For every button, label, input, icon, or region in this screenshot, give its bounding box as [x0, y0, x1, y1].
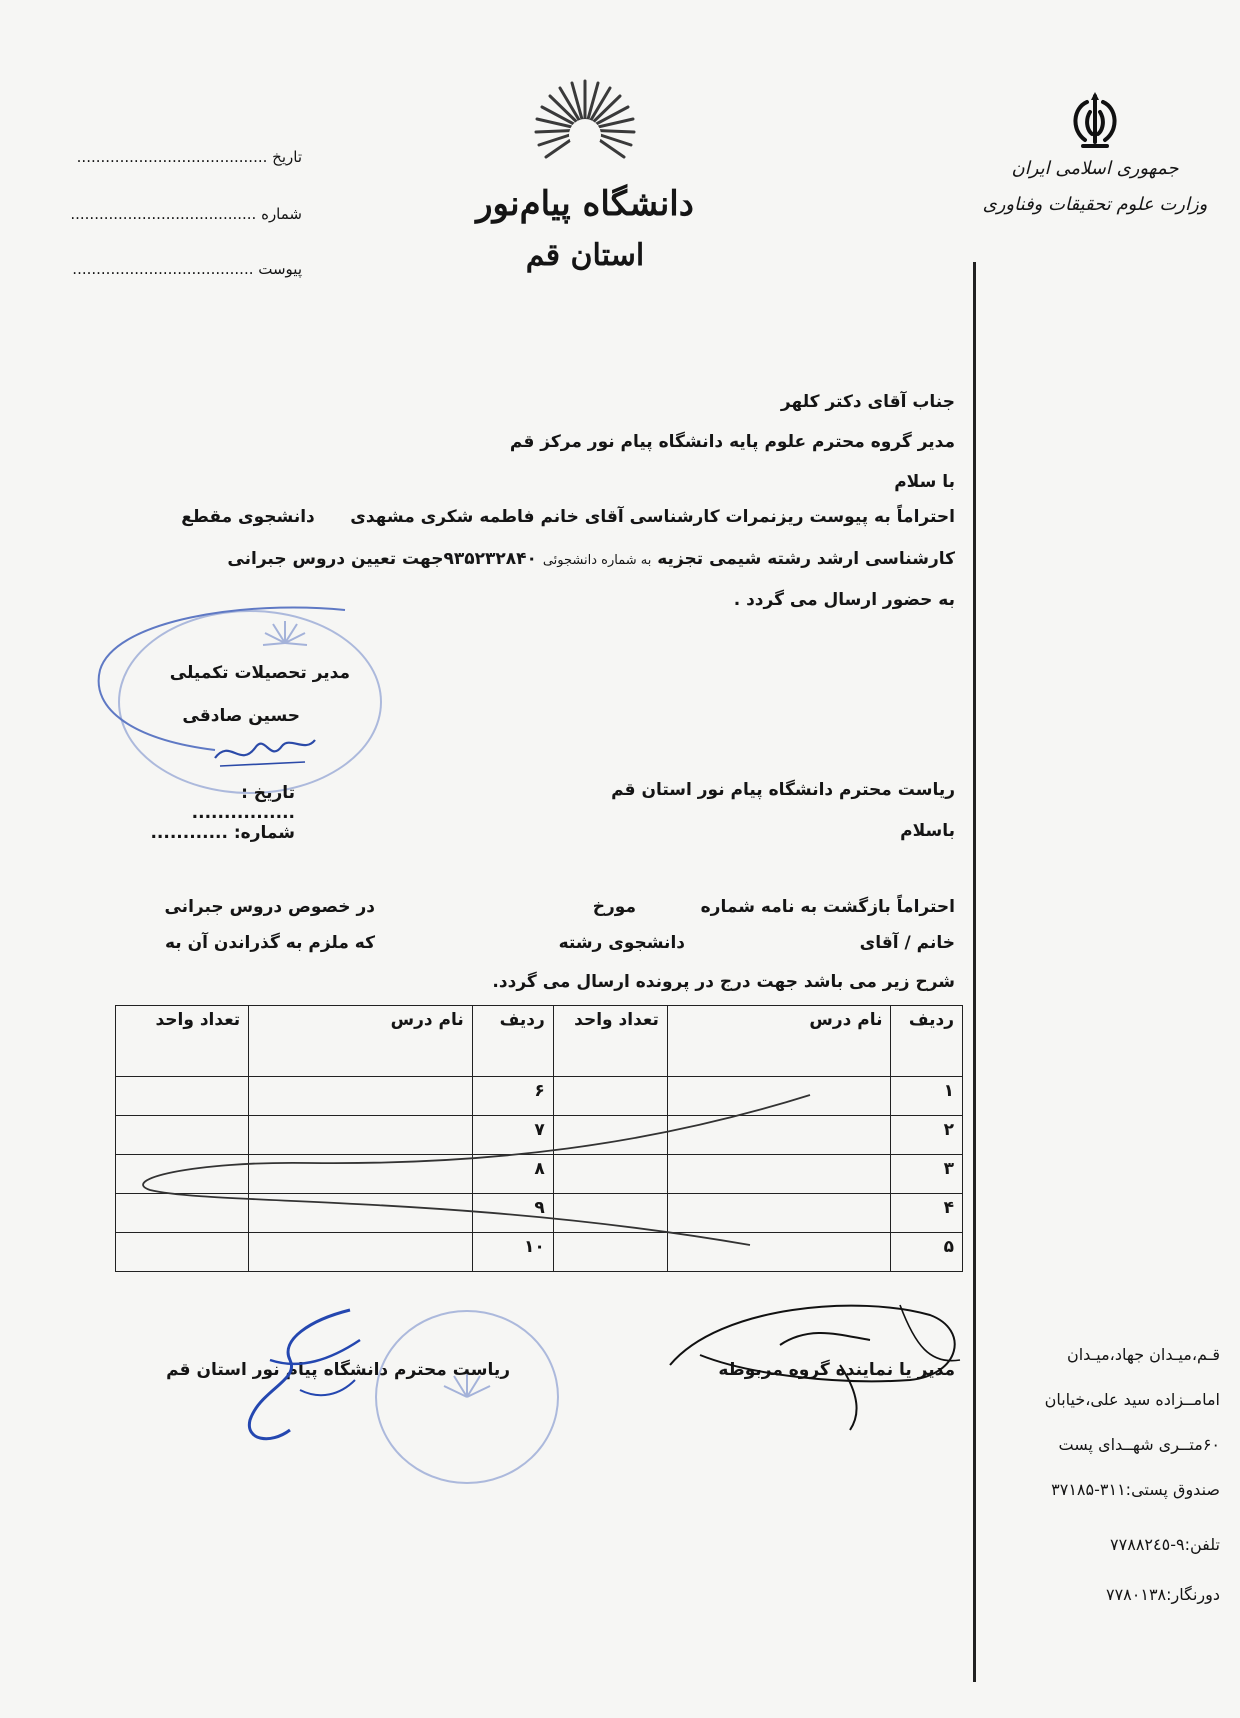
- reply-to: ریاست محترم دانشگاه پیام نور استان قم: [611, 780, 955, 800]
- body-line-1: احتراماً به پیوست ریزنمرات کارشناسی آقای خانم فاطمه شکری مشهدی دانشجوی مقطع: [181, 507, 955, 527]
- header-units-1: تعداد واحد: [553, 1006, 667, 1077]
- table-strike-stroke: [130, 1085, 830, 1255]
- address-line1: قـم،میـدان جهاد،میـدان: [1066, 1345, 1220, 1364]
- president-signature: [230, 1300, 380, 1450]
- recipient-title: مدیر گروه محترم علوم پایه دانشگاه پیام نور مرکز قم: [509, 432, 955, 452]
- reply-date: تاریخ : ................: [191, 783, 295, 823]
- reply-line1-right: احتراماً بازگشت به نامه شماره: [700, 897, 955, 917]
- row-index: ۱۰: [472, 1233, 553, 1272]
- reply-line2-mid: دانشجوی رشته: [558, 933, 685, 953]
- ministry-line1: جمهوری اسلامی ایران: [1011, 158, 1179, 179]
- header-units-2: تعداد واحد: [116, 1006, 249, 1077]
- phone: تلفن:۹-۷۷۸۸۲٤٥: [1110, 1535, 1220, 1554]
- reply-line2-right: خانم / آقای: [859, 933, 955, 953]
- group-manager-signature-label: مدیر یا نماینده گروه مربوطه: [718, 1360, 955, 1380]
- greeting: با سلام: [894, 472, 955, 492]
- fax: دورنگار:۷۷۸۰۱۳۸: [1105, 1585, 1220, 1604]
- table-header-row: [116, 1006, 963, 1077]
- header-index-2: ردیف: [472, 1006, 553, 1077]
- row-index: ۳: [891, 1155, 963, 1194]
- president-signature-label: ریاست محترم دانشگاه پیام نور استان قم: [166, 1360, 510, 1380]
- address-line2: امامــزاده سید علی،خیابان: [1044, 1390, 1220, 1409]
- date-field: تاریخ ........................................: [76, 148, 302, 166]
- reply-line2-left: که ملزم به گذراندن آن به: [164, 933, 375, 953]
- ministry-line2: وزارت علوم تحقیقات وفناوری: [982, 194, 1208, 215]
- reply-line1-mid: مورخ: [592, 897, 636, 917]
- vertical-divider: [973, 262, 976, 1682]
- body-line-3: به حضور ارسال می گردد .: [733, 590, 955, 610]
- recipient: جناب آقای دکتر کلهر: [780, 392, 955, 412]
- address-line3: ۶۰متــری شهــدای پست: [1058, 1435, 1220, 1454]
- address-line4: صندوق پستی:۳۱۱-۳۷۱۸۵: [1051, 1480, 1220, 1499]
- group-manager-signature: [660, 1285, 980, 1435]
- university-name: دانشگاه پیام‌نور: [476, 184, 694, 224]
- reply-number: شماره: ............: [150, 823, 295, 843]
- row-index: ۹: [472, 1194, 553, 1233]
- university-province: استان قم: [525, 238, 645, 273]
- university-logo: [530, 75, 640, 180]
- row-index: ۷: [472, 1116, 553, 1155]
- body-line-2: [135, 549, 955, 569]
- row-index: ۶: [472, 1077, 553, 1116]
- row-index: ۲: [891, 1116, 963, 1155]
- signer-name: حسین صادقی: [182, 706, 300, 726]
- attachment-field: پیوست ......................................: [72, 260, 302, 278]
- header-course-2: نام درس: [249, 1006, 473, 1077]
- reply-greeting: باسلام: [900, 821, 955, 841]
- header-index-1: ردیف: [891, 1006, 963, 1077]
- row-index: ۱: [891, 1077, 963, 1116]
- reply-line1-left: در خصوص دروس جبرانی: [164, 897, 375, 917]
- reply-line3: شرح زیر می باشد جهت درج در پرونده ارسال می گردد.: [492, 972, 955, 992]
- row-index: ۸: [472, 1155, 553, 1194]
- body-line-2-field: کارشناسی ارشد رشته شیمی تجزیه: [657, 549, 955, 569]
- body-line-2-label: به شماره دانشجوئی: [542, 553, 652, 568]
- signer-signature: [210, 728, 320, 773]
- header-course-1: نام درس: [667, 1006, 891, 1077]
- number-field: شماره .......................................: [70, 205, 302, 223]
- signer-title: مدیر تحصیلات تکمیلی: [169, 663, 350, 683]
- body-line-2-number: ۹۳۵۲۳۲۸۴۰جهت تعیین دروس جبرانی: [227, 549, 537, 569]
- row-index: ۴: [891, 1194, 963, 1233]
- row-index: ۵: [891, 1233, 963, 1272]
- iran-emblem-icon: [1065, 90, 1125, 152]
